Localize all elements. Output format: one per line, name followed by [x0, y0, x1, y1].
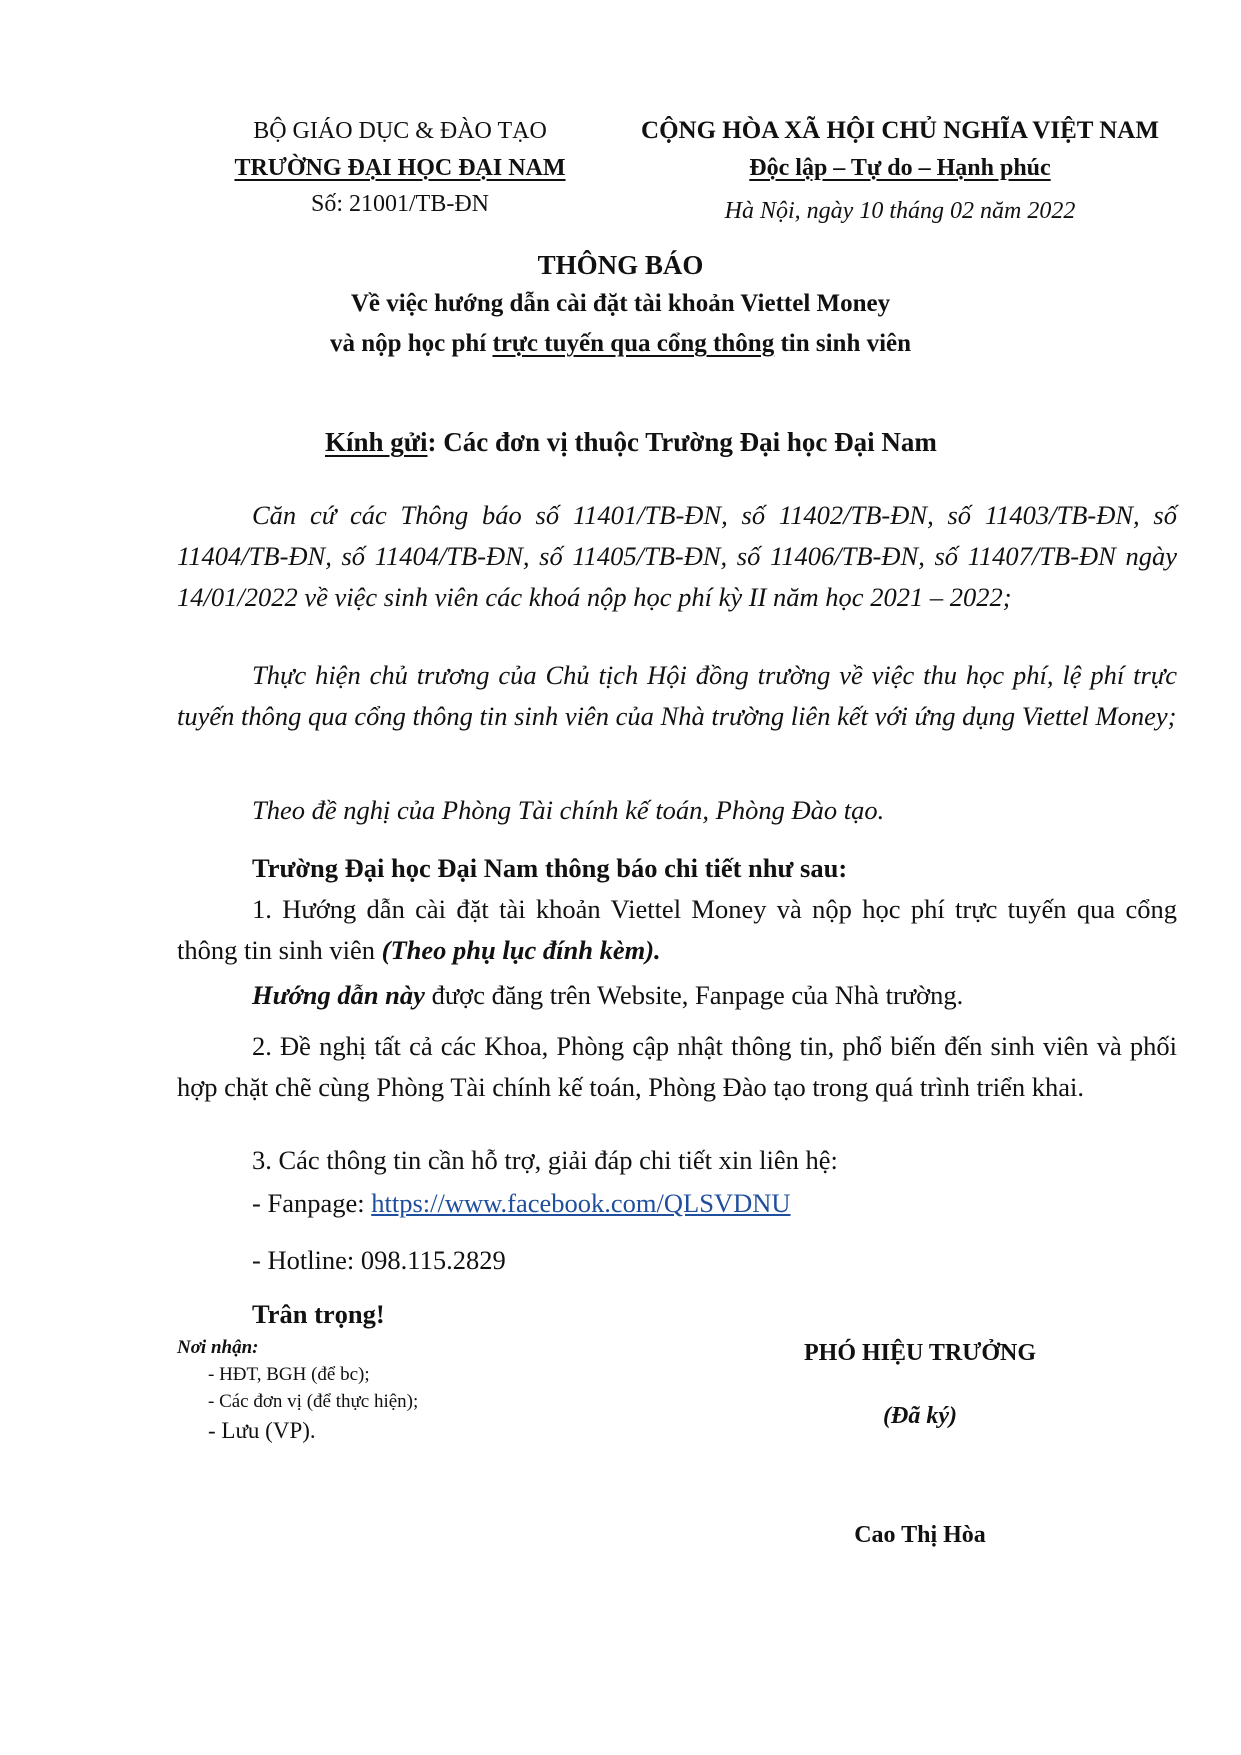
- item-1-text: 1. Hướng dẫn cài đặt tài khoản Viettel Money và nộp học phí trực tuyến qua cổng thông tin sinh viên: [177, 894, 1177, 965]
- country-name: CỘNG HÒA XÃ HỘI CHỦ NGHĨA VIỆT NAM: [641, 117, 1159, 144]
- basis-paragraph-3: Theo đề nghị của Phòng Tài chính kế toán, Phòng Đào tạo.: [252, 795, 885, 825]
- hotline-line: - Hotline: 098.115.2829: [252, 1245, 506, 1275]
- fanpage-link[interactable]: https://www.facebook.com/QLSVDNU: [371, 1188, 791, 1218]
- document-number: Số: 21001/TB-ĐN: [310, 191, 489, 217]
- basis-paragraph-1: Căn cứ các Thông báo số 11401/TB-ĐN, số 11402/TB-ĐN, số 11403/TB-ĐN, số 11404/TB-ĐN, số 11404/TB-ĐN, số 11405/TB-ĐN, số 11406/TB-ĐN, số 11407/TB-ĐN ngày 14/01/2022 về việc sinh viên các khoá nộp học phí kỳ II năm học 2021 – 2022;: [177, 500, 1177, 612]
- item-1: [177, 889, 1177, 971]
- item-3: 3. Các thông tin cần hỗ trợ, giải đáp chi tiết xin liên hệ:: [252, 1145, 838, 1175]
- signature-status: (Đã ký): [883, 1403, 957, 1429]
- item-1-note-text: được đăng trên Website, Fanpage của Nhà trường.: [424, 980, 964, 1010]
- subtitle-part-a: và nộp học phí: [329, 330, 493, 357]
- recipients-item-3: - Lưu (VP).: [208, 1418, 316, 1443]
- recipient-line: [325, 427, 937, 458]
- motto-text: Độc lập – Tự do – Hạnh phúc: [749, 155, 1051, 181]
- basis-paragraph-2: Thực hiện chủ trương của Chủ tịch Hội đồng trường về việc thu học phí, lệ phí trực tuyến thông qua cổng thông tin sinh viên của Nhà trường liên kết với ứng dụng Viettel Money;: [177, 660, 1177, 731]
- regards: Trân trọng!: [252, 1299, 385, 1329]
- recipients-item-1: - HĐT, BGH (để bc);: [208, 1364, 370, 1385]
- item-1-note-emphasis: Hướng dẫn này: [252, 980, 425, 1010]
- announcement-heading: Trường Đại học Đại Nam thông báo chi tiết như sau:: [252, 853, 848, 883]
- document-subtitle-line1: Về việc hướng dẫn cài đặt tài khoản Viettel Money: [350, 290, 891, 317]
- recipients-item-2: - Các đơn vị (để thực hiện);: [208, 1391, 419, 1412]
- item-2: 2. Đề nghị tất cả các Khoa, Phòng cập nhật thông tin, phổ biến đến sinh viên và phối hợp chặt chẽ cùng Phòng Tài chính kế toán, Phòng Đào tạo trong quá trình triển khai.: [177, 1031, 1177, 1102]
- signer-position: PHÓ HIỆU TRƯỞNG: [803, 1340, 1037, 1366]
- school-name: [190, 155, 610, 182]
- school-name-text: TRƯỜNG ĐẠI HỌC ĐẠI NAM: [234, 155, 566, 181]
- ministry-name: BỘ GIÁO DỤC & ĐÀO TẠO: [253, 118, 547, 144]
- document-date: Hà Nội, ngày 10 tháng 02 năm 2022: [724, 198, 1076, 224]
- recipient-text: : Các đơn vị thuộc Trường Đại học Đại Nam: [427, 427, 937, 457]
- subtitle-part-b: trực tuyến qua cổng thông: [492, 330, 775, 357]
- fanpage-label: - Fanpage:: [252, 1188, 372, 1218]
- recipients-title: Nơi nhận:: [177, 1337, 259, 1358]
- document-title: THÔNG BÁO: [537, 250, 704, 280]
- item-1-note: [177, 975, 1177, 1016]
- subtitle-part-c: tin sinh viên: [774, 330, 912, 357]
- motto: [620, 155, 1180, 182]
- item-1-emphasis: (Theo phụ lục đính kèm).: [381, 935, 661, 965]
- document-subtitle-line2: [0, 330, 1241, 358]
- recipient-label: Kính gửi: [325, 427, 428, 457]
- signer-name: Cao Thị Hòa: [854, 1522, 986, 1548]
- fanpage-line: [177, 1183, 1177, 1224]
